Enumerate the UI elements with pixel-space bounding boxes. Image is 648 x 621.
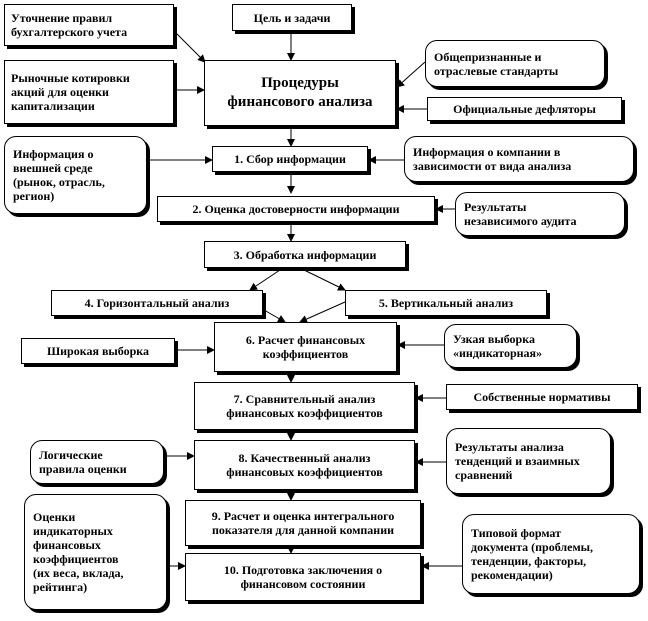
step10-box [185,553,421,601]
deflators-text: Официальные дефляторы [453,102,596,116]
step6-text: 6. Расчет финансовых коэффициентов [245,333,366,361]
wide-sample-text: Широкая выборка [46,344,150,358]
indicator-eval-box [24,494,167,610]
step7-box [194,382,415,430]
step9-box [185,500,421,546]
step2-text: 2. Оценка достоверности информации [192,202,400,216]
doc-format-text: Типовой формат документа (проблемы, тенденции, факторы, рекомендации) [471,526,593,582]
logic-rules-text: Логические правила оценки [39,448,127,476]
accounting-rules-text: Уточнение правил бухгалтерского учета [11,11,128,39]
step9-text: 9. Расчет и оценка интегрального показателя для данной компании [211,509,395,537]
step1-box [212,146,368,172]
step5-box [345,290,547,316]
standards-box [425,40,605,87]
step4-text: 4. Горизонтальный анализ [84,296,230,310]
goals-text: Цель и задачи [253,10,331,25]
audit-results-text: Результаты независимого аудита [464,200,577,228]
step8-box [194,440,415,490]
step3-box [204,241,406,268]
external-info-box [4,136,147,214]
step3-text: 3. Обработка информации [233,247,377,262]
trend-results-box [446,428,611,494]
own-norms-text: Собственные нормативы [473,390,611,404]
step7-text: 7. Сравнительный анализ финансовых коэффициентов [226,392,383,420]
trend-results-text: Результаты анализа тенденций и взаимных сравнений [455,440,580,482]
indicator-eval-text: Оценки индикаторных финансовых коэффициентов (их веса, вклада, рейтинга) [33,510,124,594]
external-info-text: Информация о внешней среде (рынок, отрасль, регион) [13,147,105,203]
arrow-standards-to-procedures [397,62,425,87]
deflators-box [427,97,622,121]
goals-box [232,4,352,31]
arrow-step5-to-step6 [300,302,345,322]
arrow-step3-to-step5 [300,268,345,290]
procedures-title-box [204,60,396,126]
wide-sample-box [21,338,175,364]
narrow-sample-text: Узкая выборка «индикаторная» [453,332,543,360]
arrow-accounting-to-procedures [175,32,205,62]
step5-text: 5. Вертикальный анализ [378,296,514,310]
company-info-text: Информация о компании в зависимости от вида анализа [413,145,572,173]
accounting-rules-box [4,4,174,46]
logic-rules-box [30,440,164,484]
arrow-step3-to-step4 [250,268,283,290]
own-norms-box [446,384,638,410]
step10-text: 10. Подготовка заключения о финансовом состоянии [223,563,383,591]
narrow-sample-box [444,324,577,368]
company-info-box [404,136,634,182]
step1-text: 1. Сбор информации [234,152,346,166]
step6-box [214,322,397,372]
audit-results-box [455,192,625,236]
step2-box [157,196,435,222]
step4-box [51,290,263,316]
market-quotes-text: Рыночные котировки акций для оценки капитализации [11,71,130,113]
market-quotes-box [4,60,174,124]
step8-text: 8. Качественный анализ финансовых коэффициентов [226,451,383,479]
procedures-title-text: Процедуры финансового анализа [227,75,373,110]
doc-format-box [462,514,640,594]
standards-text: Общепризнанные и отраслевые стандарты [434,49,559,78]
